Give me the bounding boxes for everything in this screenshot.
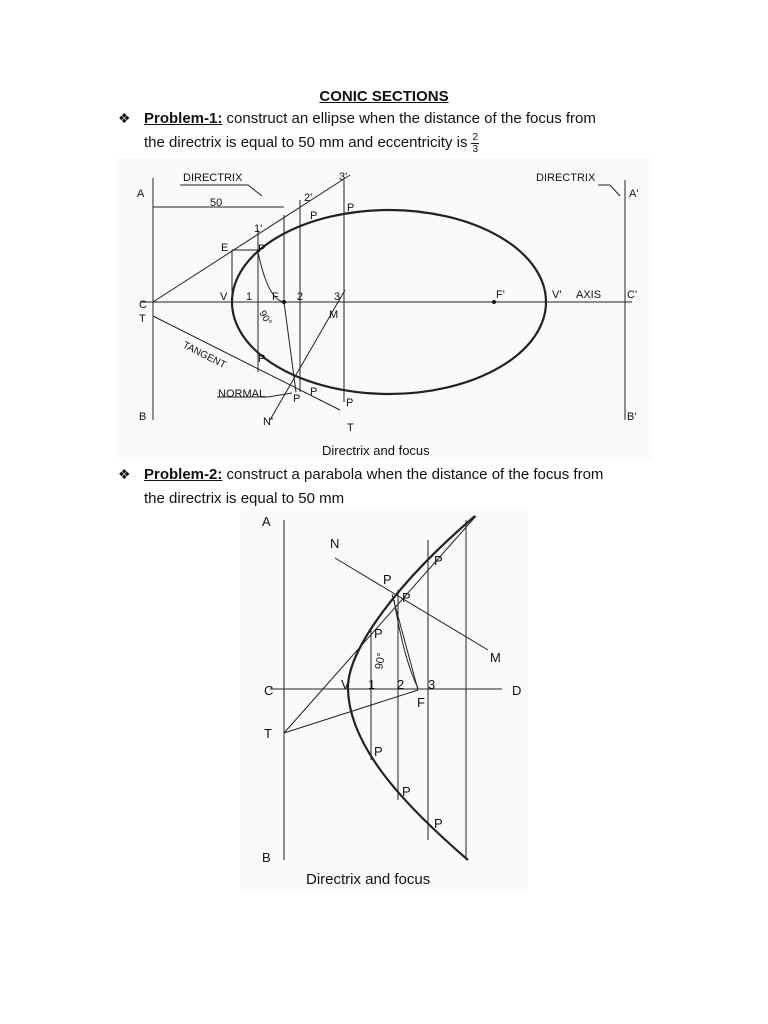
label-p2-prime: P — [310, 386, 318, 398]
label-b: B — [139, 411, 147, 423]
label-p3-prime: P — [346, 397, 354, 409]
bullet-icon: ❖ — [118, 466, 131, 482]
label-2: 2 — [297, 291, 304, 303]
label-p-2: P — [383, 572, 392, 587]
label-dimension: 50 — [210, 197, 223, 209]
label-c-2: C — [264, 683, 274, 698]
label-2-2: 2 — [397, 677, 405, 692]
focus-point — [282, 300, 286, 304]
label-v: V — [220, 291, 228, 303]
label-n: N' — [263, 416, 274, 428]
label-1-2: 1 — [368, 677, 376, 692]
label-p3-2: P — [434, 553, 443, 568]
label-directrix-left: DIRECTRIX — [183, 172, 243, 184]
label-p1-lower: P — [374, 744, 383, 759]
problem-1-text-line1: construct an ellipse when the distance of the focus from — [222, 110, 596, 127]
label-a: A — [137, 188, 145, 200]
label-2-prime: 2' — [304, 192, 313, 204]
label-f-prime: F' — [496, 289, 505, 301]
label-n-2: N — [330, 536, 340, 551]
label-p3-lower: P — [434, 816, 443, 831]
parabola-figure — [0, 500, 768, 900]
label-d: D — [512, 683, 522, 698]
label-angle: 90° — [256, 308, 274, 328]
label-3: 3 — [334, 291, 341, 303]
figure-1-background — [118, 158, 652, 460]
ellipse-figure — [0, 0, 768, 470]
label-p1-prime: P — [258, 353, 266, 365]
label-m-2: M — [490, 650, 501, 665]
label-t-lower: T — [347, 422, 354, 434]
bullet-icon: ❖ — [118, 110, 131, 126]
fraction-numerator: 2 — [472, 131, 479, 143]
label-e: E — [221, 242, 229, 254]
label-p1: P — [258, 243, 266, 255]
label-directrix-right: DIRECTRIX — [536, 172, 596, 184]
label-a-prime: A' — [629, 188, 639, 200]
page-title: CONIC SECTIONS — [319, 88, 449, 105]
label-3-prime: 3' — [339, 171, 348, 183]
label-c: C — [139, 299, 147, 311]
label-c-prime: C' — [627, 289, 638, 301]
problem-2-label: Problem-2: — [144, 466, 223, 483]
label-p2-lower: P — [402, 784, 411, 799]
label-p3: P — [347, 202, 355, 214]
label-a-2: A — [262, 514, 271, 529]
label-normal: NORMAL — [218, 388, 266, 400]
label-1: 1 — [246, 291, 253, 303]
label-p2-2: P — [402, 590, 411, 605]
label-b-2: B — [262, 850, 271, 865]
problem-1-text-line2: the directrix is equal to 50 mm and eccentricity is — [144, 134, 468, 151]
label-p: P — [293, 393, 301, 405]
label-t: T — [139, 313, 146, 325]
label-axis: AXIS — [576, 289, 602, 301]
label-p2: P — [310, 210, 318, 222]
label-f: F — [272, 291, 279, 303]
figure-1-caption: Directrix and focus — [322, 443, 430, 458]
problem-1-label: Problem-1: — [144, 110, 223, 127]
label-tangent: TANGENT — [180, 339, 228, 372]
label-3-2: 3 — [428, 677, 436, 692]
label-t-2: T — [264, 726, 272, 741]
figure-2-background — [240, 508, 528, 892]
label-b-prime: B' — [627, 411, 637, 423]
label-1-prime: 1' — [254, 223, 263, 235]
label-angle-2: 90° — [373, 651, 388, 671]
problem-2-text-line2: the directrix is equal to 50 mm — [144, 490, 345, 507]
problem-2-text-line1: construct a parabola when the distance of the focus from — [222, 466, 604, 483]
label-m: M — [329, 309, 339, 321]
label-v-2: V — [341, 677, 350, 692]
fraction-denominator: 3 — [472, 143, 479, 155]
label-v-prime: V' — [552, 289, 562, 301]
label-p1-2: P — [374, 626, 383, 641]
figure-2-caption: Directrix and focus — [306, 871, 431, 888]
label-f-2: F — [417, 695, 425, 710]
